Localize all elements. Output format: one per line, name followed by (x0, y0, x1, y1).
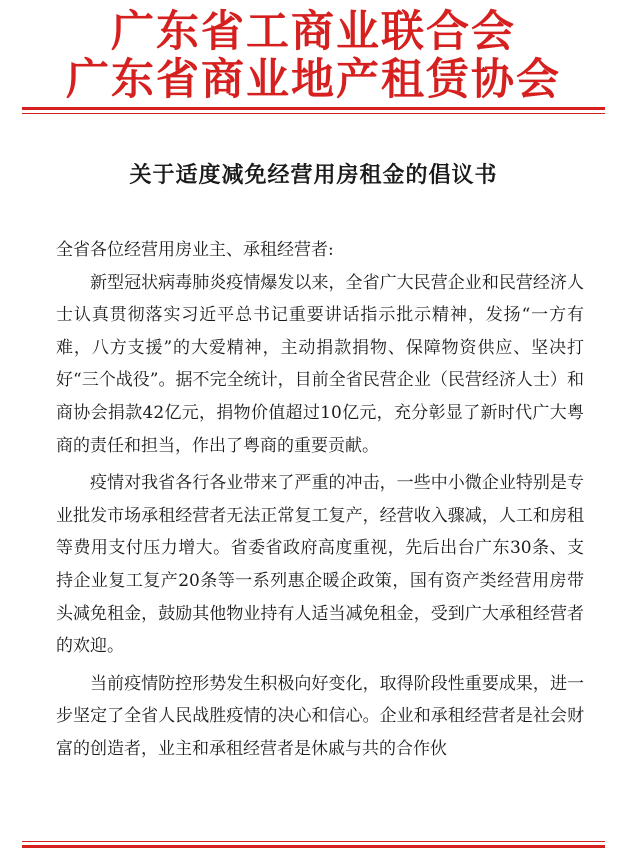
header-divider-thin (22, 113, 605, 114)
document-title: 关于适度减免经营用房租金的倡议书 (129, 162, 498, 188)
footer-divider-thick (22, 845, 605, 848)
paragraph-1: 新型冠状病毒肺炎疫情爆发以来，全省广大民营企业和民营经济人士认真贯彻落实习近平总书记重要讲话指示批示精神，发扬“一方有难，八方支援”的大爱精神，主动捐款捐物、保障物资供应、坚决打好“三个战役”。据不完全统计，目前全省民营企业（民营经济人士）和商协会捐款42亿元，捐物价值超过10亿元，充分彰显了新时代广大粤商的责任和担当，作出了粤商的重要贡献。 (56, 272, 584, 456)
salutation: 全省各位经营用房业主、承租经营者: (56, 240, 334, 260)
header-divider-thick (22, 107, 605, 110)
letterhead-org-1: 广东省工商业联合会 (111, 7, 516, 57)
footer-divider-thin (22, 841, 605, 842)
document-body (56, 234, 584, 766)
letterhead (0, 8, 627, 104)
paragraph-2: 疫情对我省各行各业带来了严重的冲击，一些中小微企业特别是专业批发市场承租经营者无法正常复工复产，经营收入骤减，人工和房租等费用支付压力增大。省委省政府高度重视，先后出台广东30条、支持企业复工复产20条等一系列惠企暖企政策，国有资产类经营用房带头减免租金，鼓励其他物业持有人适当减免租金，受到广大承租经营者的欢迎。 (56, 473, 584, 657)
letterhead-org-2: 广东省商业地产租赁协会 (66, 55, 561, 105)
paragraph-3: 当前疫情防控形势发生积极向好变化，取得阶段性重要成果，进一步坚定了全省人民战胜疫情的决心和信心。企业和承租经营者是社会财富的创造者，业主和承租经营者是休戚与共的合作伙 (56, 673, 584, 759)
